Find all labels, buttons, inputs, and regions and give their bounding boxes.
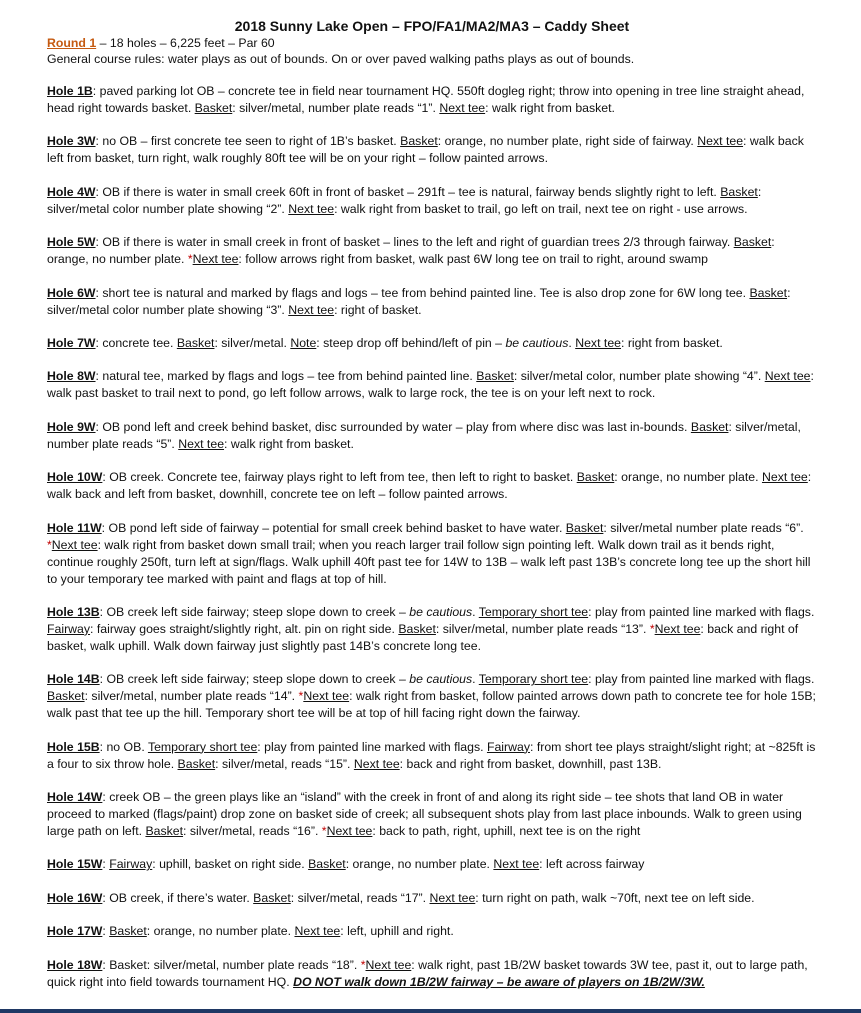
hole-name: Hole 10W: [47, 470, 103, 485]
hole-entry: [47, 184, 817, 218]
field-label: Temporary short tee: [147, 739, 258, 754]
hole-text: : silver/metal, number plate reads “1”.: [232, 101, 440, 115]
hole-text: : OB if there is water in small creek in front of basket – lines to the left and right of guardian trees 2/3 through fairway.: [95, 235, 734, 250]
asterisk-marker: *: [298, 689, 304, 704]
hole-text: :: [102, 924, 110, 939]
hole-text: : silver/metal number plate reads “6”.: [603, 520, 804, 535]
field-label: Fairway: [47, 621, 91, 636]
hole-entry: [47, 419, 817, 453]
hole-text: : silver/metal, reads “17”.: [290, 890, 430, 905]
hole-entry: [47, 83, 817, 117]
field-label: Next tee: [326, 824, 373, 839]
field-label: Basket: [476, 369, 514, 384]
hole-text: .: [568, 335, 576, 350]
general-course-rules: General course rules: water plays as out of bounds. On or over paved walking paths plays as out of bounds.: [47, 52, 635, 66]
hole-entry: [47, 604, 817, 655]
field-label: Basket: [749, 285, 788, 300]
warning-text: DO NOT walk down 1B/2W fairway – be aware of players on 1B/2W/3W.: [293, 974, 705, 989]
hole-name: Hole 13B: [47, 604, 100, 619]
hole-text: : walk right from basket down small trail; when you reach larger trail follow sign pointing left. Walk down trail as it bends right, continue roughly 250ft, turn left at sign/flags. Walk uphill 40ft past tee for 14W to 13B – walk left past 13B’s concrete long tee up the short hill to your temporary tee marked with paint and flags at top of hill.: [47, 537, 811, 586]
field-label: Basket: [308, 857, 346, 872]
hole-entry: [47, 285, 817, 319]
field-label: Next tee: [288, 201, 335, 216]
hole-name: Hole 14B: [47, 672, 100, 687]
hole-text: : silver/metal color number plate showing “2”.: [47, 184, 762, 216]
hole-text: : OB pond left and creek behind basket, disc surrounded by water – play from where disc was last in-bounds.: [95, 419, 691, 434]
hole-text: : left, uphill and right.: [340, 924, 454, 939]
hole-entry: [47, 739, 817, 773]
field-label: Next tee: [439, 101, 486, 115]
hole-text: : Basket: silver/metal, number plate reads “18”.: [102, 957, 361, 972]
hole-text: : orange, no number plate.: [345, 857, 494, 872]
hole-text: .: [472, 672, 479, 687]
hole-entry: [47, 957, 817, 991]
asterisk-marker: *: [47, 537, 52, 552]
hole-text: : no OB – first concrete tee seen to right of 1B’s basket.: [95, 134, 401, 149]
hole-entry: [47, 520, 817, 588]
hole-text: :: [102, 857, 110, 872]
field-label: Next tee: [192, 252, 239, 267]
hole-text: : OB creek left side fairway; steep slope down to creek –: [99, 672, 410, 687]
hole-name: Hole 6W: [47, 285, 96, 300]
hole-text: : silver/metal, reads “15”.: [215, 756, 354, 771]
hole-text: : OB creek left side fairway; steep slope down to creek –: [99, 604, 410, 619]
field-label: Next tee: [294, 924, 341, 939]
field-label: Basket: [177, 756, 216, 771]
field-label: Basket: [690, 419, 729, 434]
hole-entry: [47, 890, 817, 907]
field-label: Next tee: [697, 134, 744, 149]
hole-text: : orange, no number plate, right side of fairway.: [437, 134, 698, 149]
field-label: Basket: [398, 621, 436, 636]
hole-text: : silver/metal, number plate reads “14”.: [84, 689, 299, 704]
asterisk-marker: *: [649, 621, 655, 636]
hole-entry: [47, 671, 817, 722]
hole-entry: [47, 133, 817, 167]
hole-name: Hole 17W: [47, 924, 103, 939]
hole-text: : back and right from basket, downhill, past 13B.: [399, 756, 662, 771]
hole-name: Hole 15B: [47, 739, 100, 754]
field-label: Basket: [176, 335, 215, 350]
hole-text: be cautious: [505, 335, 569, 350]
hole-name: Hole 4W: [47, 184, 96, 199]
hole-text: be cautious: [409, 672, 473, 687]
hole-name: Hole 3W: [47, 134, 96, 149]
caddy-sheet-page: [47, 18, 817, 1007]
field-label: Basket: [145, 824, 184, 839]
field-label: Next tee: [288, 302, 335, 317]
hole-name: Hole 9W: [47, 419, 96, 434]
hole-entry: [47, 469, 817, 503]
field-label: Next tee: [353, 756, 400, 771]
hole-text: .: [472, 604, 479, 619]
bottom-rule: [0, 1009, 861, 1013]
field-label: Temporary short tee: [478, 604, 589, 619]
hole-name: Hole 8W: [47, 369, 96, 384]
field-label: Fairway: [109, 857, 153, 872]
field-label: Next tee: [761, 470, 808, 485]
field-label: Fairway: [486, 739, 530, 754]
round-details: – 18 holes – 6,225 feet – Par 60: [96, 36, 275, 50]
hole-name: Hole 11W: [47, 520, 102, 535]
hole-text: : walk back and left from basket, downhill, concrete tee on left – follow painted arrows.: [47, 470, 812, 502]
hole-name: Hole 15W: [47, 857, 103, 872]
field-label: Next tee: [575, 335, 621, 350]
hole-text: : steep drop off behind/left of pin –: [316, 335, 506, 350]
hole-text: : short tee is natural and marked by flags and logs – tee from behind painted line. Tee is also drop zone for 6W long tee.: [95, 285, 750, 300]
field-label: Next tee: [51, 537, 98, 552]
hole-text: : silver/metal.: [214, 335, 291, 350]
hole-entry: [47, 234, 817, 268]
hole-name: Hole 16W: [47, 890, 103, 905]
hole-entry: [47, 856, 817, 873]
hole-text: : right of basket.: [334, 302, 422, 317]
field-label: Basket: [565, 520, 604, 535]
hole-text: : walk right from basket.: [224, 436, 354, 451]
round-heading: [47, 35, 817, 51]
field-label: Next tee: [429, 890, 476, 905]
hole-entry: [47, 789, 817, 840]
field-label: Next tee: [303, 689, 350, 704]
field-label: Note: [290, 335, 317, 350]
hole-text: : paved parking lot OB – concrete tee in field near tournament HQ. 550ft dogleg right; throw into opening in tree line straight ahead, head right towards basket.: [47, 84, 805, 115]
hole-text: : play from painted line marked with flags.: [588, 672, 815, 687]
hole-text: : OB creek. Concrete tee, fairway plays right to left from tee, then left to right to basket.: [102, 470, 577, 485]
hole-name: Hole 5W: [47, 235, 96, 250]
field-label: Next tee: [654, 621, 701, 636]
hole-text: : silver/metal, number plate reads “13”.: [435, 621, 650, 636]
field-label: Basket: [194, 101, 233, 115]
hole-text: : follow arrows right from basket, walk past 6W long tee on trail to right, around swamp: [238, 252, 708, 267]
hole-text: : OB pond left side of fairway – potential for small creek behind basket to have water.: [101, 520, 566, 535]
hole-text: : natural tee, marked by flags and logs – tee from behind painted line.: [95, 369, 477, 384]
hole-text: : from short tee plays straight/slight right; at ~825ft is a four to six throw hole.: [47, 739, 816, 771]
hole-text: : silver/metal, number plate reads “5”.: [47, 419, 801, 451]
hole-text: : right from basket.: [621, 335, 723, 350]
hole-text: be cautious: [409, 604, 473, 619]
field-label: Next tee: [764, 369, 811, 384]
hole-text: : OB if there is water in small creek 60ft in front of basket – 291ft – tee is natural, fairway bends slightly right to left.: [95, 184, 721, 199]
field-label: Basket: [733, 235, 772, 250]
hole-text: : silver/metal, reads “16”.: [183, 824, 322, 839]
asterisk-marker: *: [321, 824, 327, 839]
hole-text: : OB creek, if there’s water.: [102, 890, 254, 905]
hole-text: : fairway goes straight/slightly right, alt. pin on right side.: [90, 621, 399, 636]
field-label: Basket: [400, 134, 438, 149]
hole-text: : walk right from basket, follow painted arrows down path to concrete tee for hole 15B; walk past that tee up the hill. Temporary short tee will be at top of hill facing right down the fairway.: [47, 689, 816, 721]
field-label: Next tee: [493, 857, 540, 872]
hole-text: : silver/metal color, number plate showing “4”.: [513, 369, 765, 384]
field-label: Basket: [109, 924, 147, 939]
hole-text: : silver/metal color number plate showing “3”.: [47, 285, 791, 317]
hole-text: : turn right on path, walk ~70ft, next tee on left side.: [475, 890, 755, 905]
hole-list: [47, 83, 817, 991]
field-label: Basket: [720, 184, 758, 199]
hole-name: Hole 1B: [47, 84, 93, 98]
field-label: Basket: [47, 689, 85, 704]
hole-text: : no OB.: [99, 739, 148, 754]
hole-text: : walk right from basket to trail, go left on trail, next tee on right - use arrows.: [334, 201, 748, 216]
hole-text: : orange, no number plate.: [47, 235, 775, 267]
round-label: Round 1: [47, 36, 97, 50]
hole-text: : left across fairway: [539, 857, 645, 872]
asterisk-marker: *: [360, 957, 366, 972]
hole-text: : play from painted line marked with flags.: [588, 604, 815, 619]
hole-text: : orange, no number plate.: [614, 470, 762, 485]
hole-entry: [47, 923, 817, 940]
field-label: Next tee: [365, 957, 412, 972]
hole-text: : back to path, right, uphill, next tee is on the right: [372, 824, 641, 839]
hole-entry: [47, 335, 817, 352]
hole-text: : play from painted line marked with flags.: [257, 739, 487, 754]
hole-text: : walk back left from basket, turn right, walk roughly 80ft tee will be on your right – follow painted arrows.: [47, 134, 804, 166]
hole-text: : walk past basket to trail next to pond, go left follow arrows, walk to large rock, the tee is on your left next to rock.: [47, 369, 814, 401]
field-label: Temporary short tee: [478, 672, 589, 687]
hole-text: : walk right, past 1B/2W basket towards 3W tee, past it, out to large path, quick right into field towards tournament HQ.: [47, 957, 808, 989]
hole-text: : walk right from basket.: [485, 101, 615, 115]
asterisk-marker: *: [187, 252, 193, 267]
hole-text: : orange, no number plate.: [146, 924, 295, 939]
hole-text: : uphill, basket on right side.: [152, 857, 309, 872]
hole-name: Hole 18W: [47, 957, 103, 972]
hole-name: Hole 7W: [47, 335, 96, 350]
hole-text: : creek OB – the green plays like an “island” with the creek in front of and along its right side – tee shots that land OB in water proceed to marked (flags/paint) drop zone on basket side of creek; all subsequent shots play from last place inbounds. Walk to green using large path on left.: [47, 790, 802, 839]
document-title: 2018 Sunny Lake Open – FPO/FA1/MA2/MA3 – Caddy Sheet: [234, 18, 630, 34]
hole-entry: [47, 368, 817, 402]
field-label: Basket: [576, 470, 615, 485]
field-label: Next tee: [178, 436, 225, 451]
field-label: Basket: [253, 890, 291, 905]
hole-name: Hole 14W: [47, 790, 103, 805]
hole-text: : back and right of basket, walk uphill. Walk down fairway just slightly past 14B’s concrete long tee.: [47, 621, 799, 653]
hole-text: : concrete tee.: [95, 335, 177, 350]
